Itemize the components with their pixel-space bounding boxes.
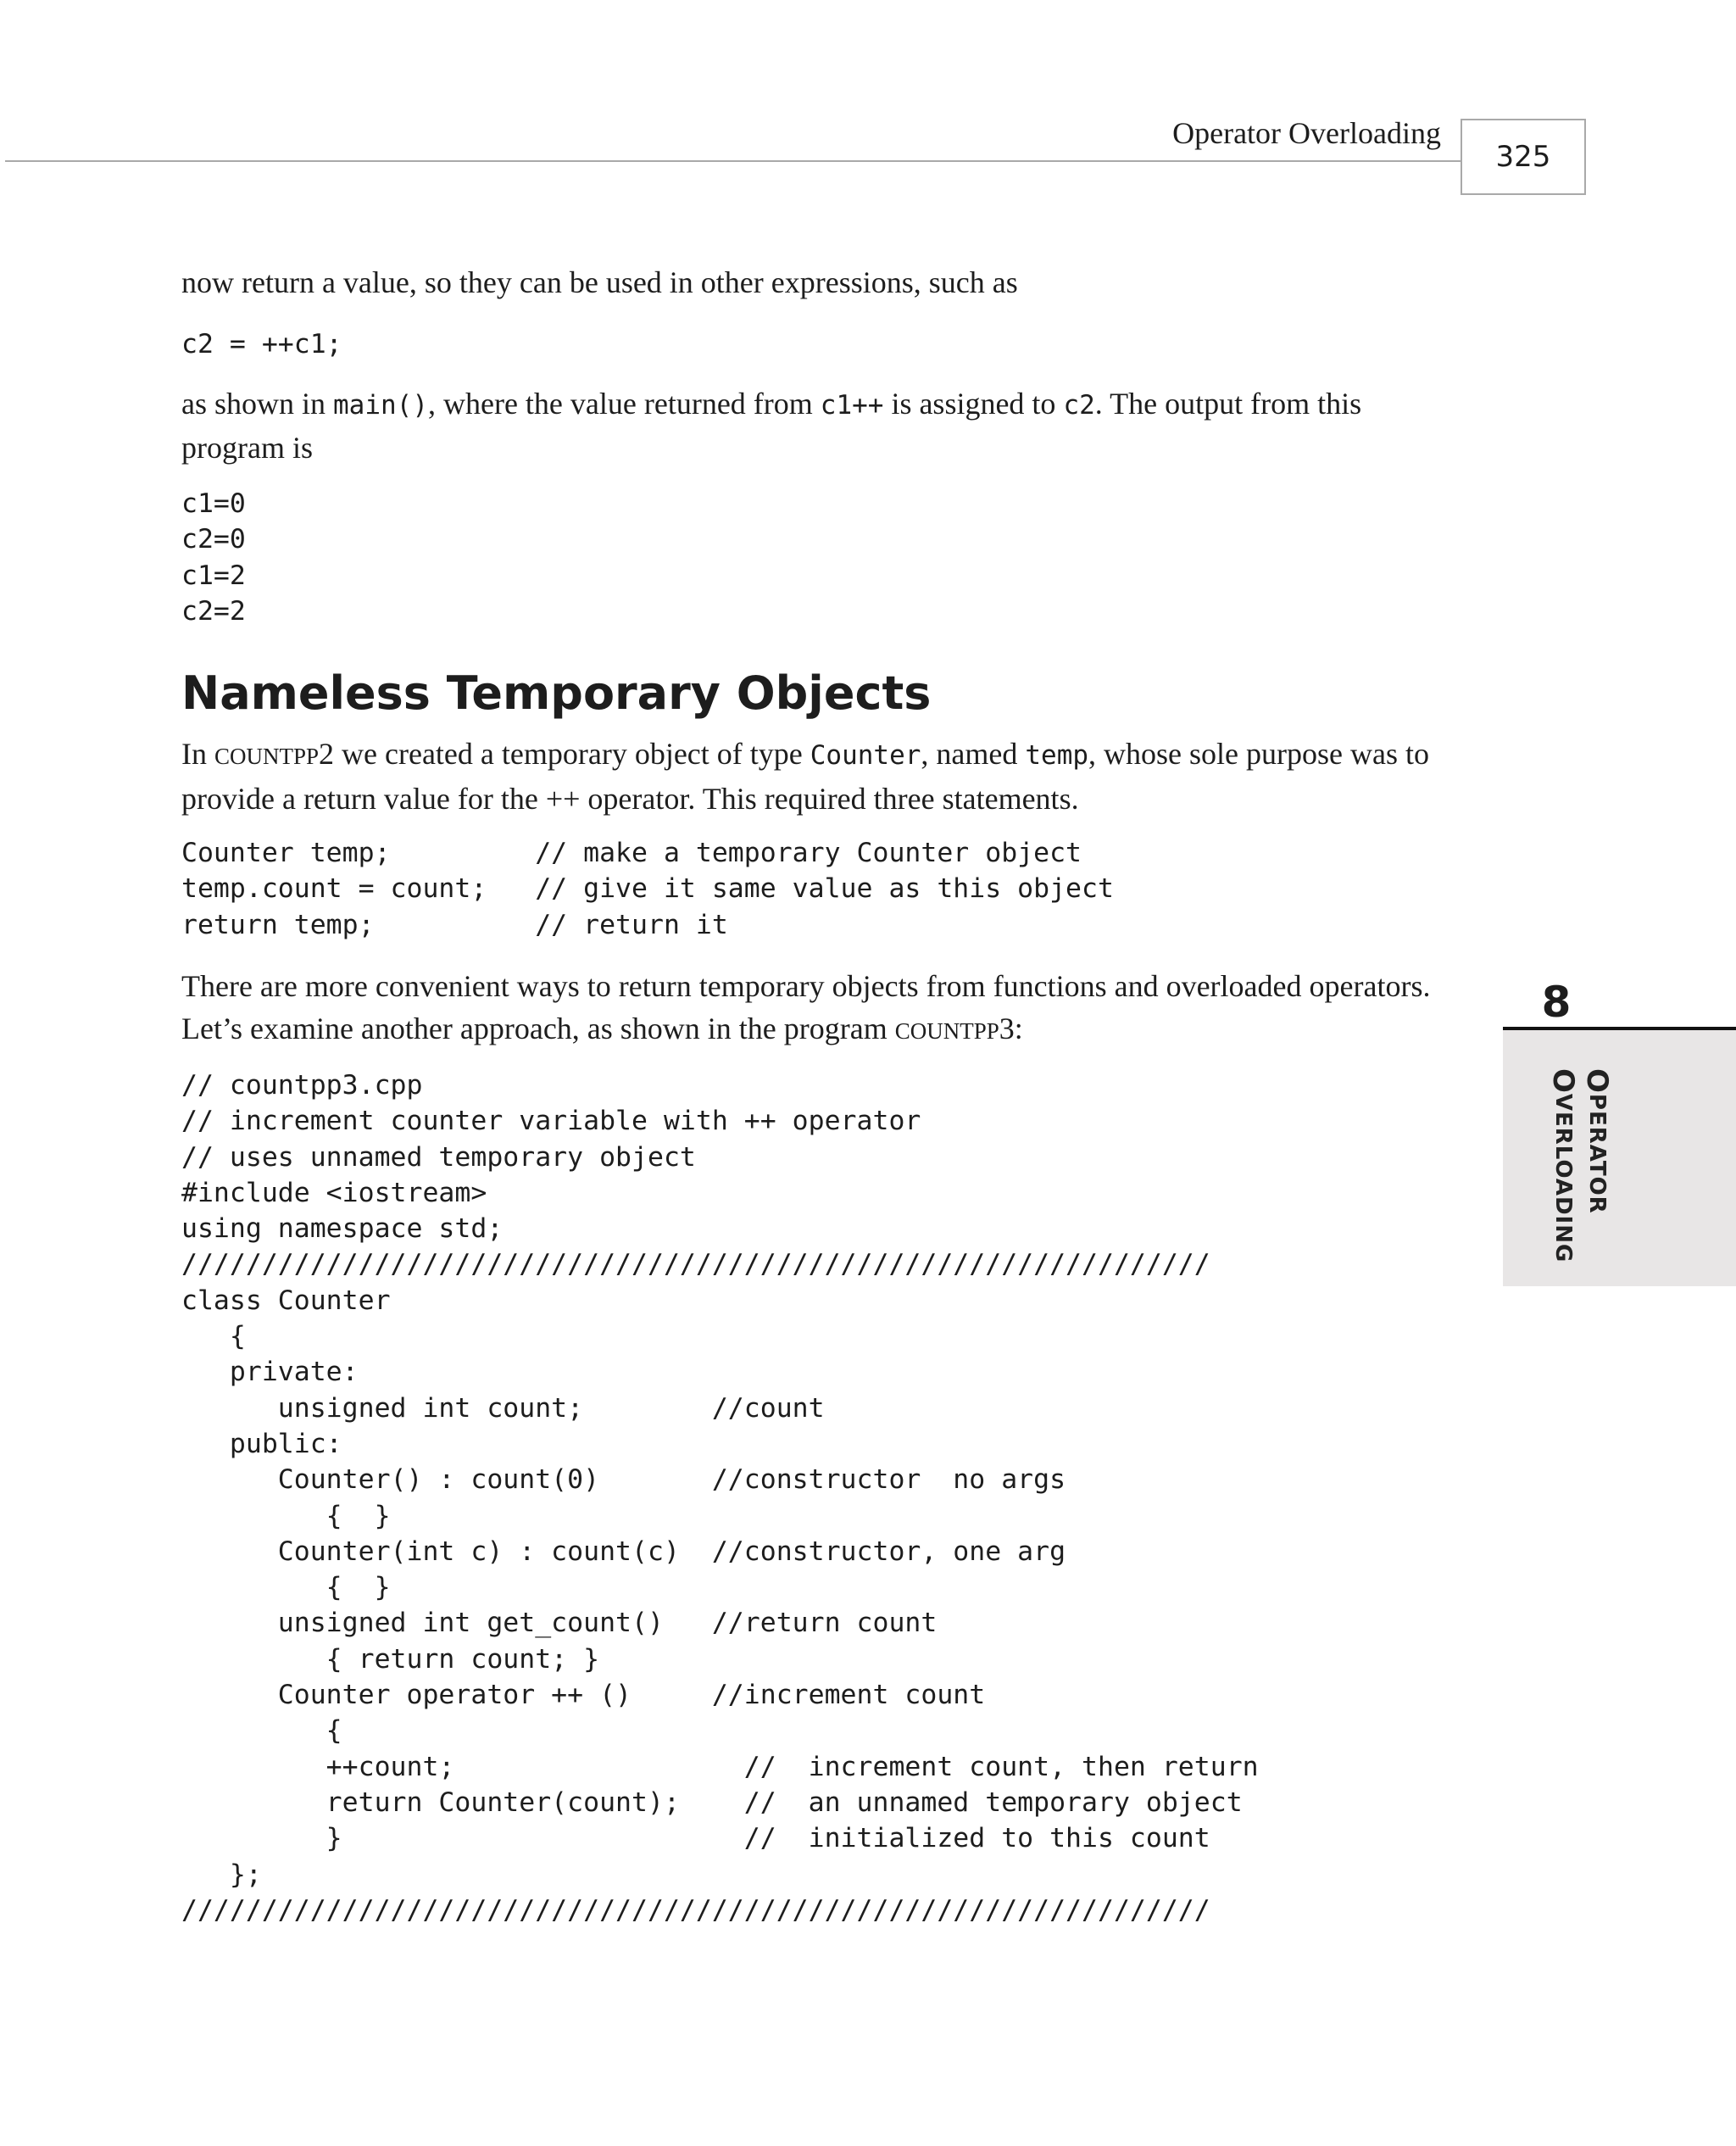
chapter-thumb-tab: [1503, 1030, 1736, 1286]
program-output: c1=0 c2=0 c1=2 c2=2: [181, 488, 246, 627]
paragraph-output-intro: as shown in main(), where the value returned from c1++ is assigned to c2. The output from this program is: [181, 387, 1362, 465]
code-listing-countpp3: // countpp3.cpp // increment counter variable with ++ operator // uses unnamed temporary object #include <iostream> using namespace std; //////////////////////////////////////////////////////////////// class Counter { private: unsigned int count; //count public: Counter() : count(0) //constructor no args { } Counter(int c) : count(c) //constructor, one arg { } unsigned int get_count() //return count { return count; } Counter operator ++ () //increment count { ++count; // increment count, then return return Counter(count); // an unnamed temporary object } // initialized to this count }; ////////////////////////////////////////////////////////////////: [181, 1070, 1259, 1926]
paragraph-temp-object: In COUNTPP2 we created a temporary object of type Counter, named temp, whose sole purpose was to provide a return value for the ++ operator. This required three statements.: [181, 737, 1429, 816]
header-rule: [5, 160, 1461, 162]
chapter-tab-label: [1546, 1068, 1614, 1263]
code-temp-statements: Counter temp; // make a temporary Counter object temp.count = count; // give it same value as this object return temp; // return it: [181, 838, 1114, 940]
chapter-number: 8: [1541, 978, 1572, 1027]
page-number-box: [1461, 119, 1586, 195]
running-title: Operator Overloading: [1172, 116, 1441, 150]
chapter-tab-line-2: OVERLOADING: [1546, 1068, 1580, 1263]
code-snippet-assignment: c2 = ++c1;: [181, 329, 342, 360]
paragraph-intro: now return a value, so they can be used in other expressions, such as: [181, 265, 1018, 299]
page-number: 325: [1495, 140, 1551, 174]
paragraph-convenient-ways: There are more convenient ways to return temporary objects from functions and overloaded operators. Let’s examine another approach, as shown in the program COUNTPP3:: [181, 969, 1431, 1045]
chapter-tab-line-1: OPERATOR: [1580, 1068, 1614, 1214]
section-heading: Nameless Temporary Objects: [181, 666, 932, 720]
